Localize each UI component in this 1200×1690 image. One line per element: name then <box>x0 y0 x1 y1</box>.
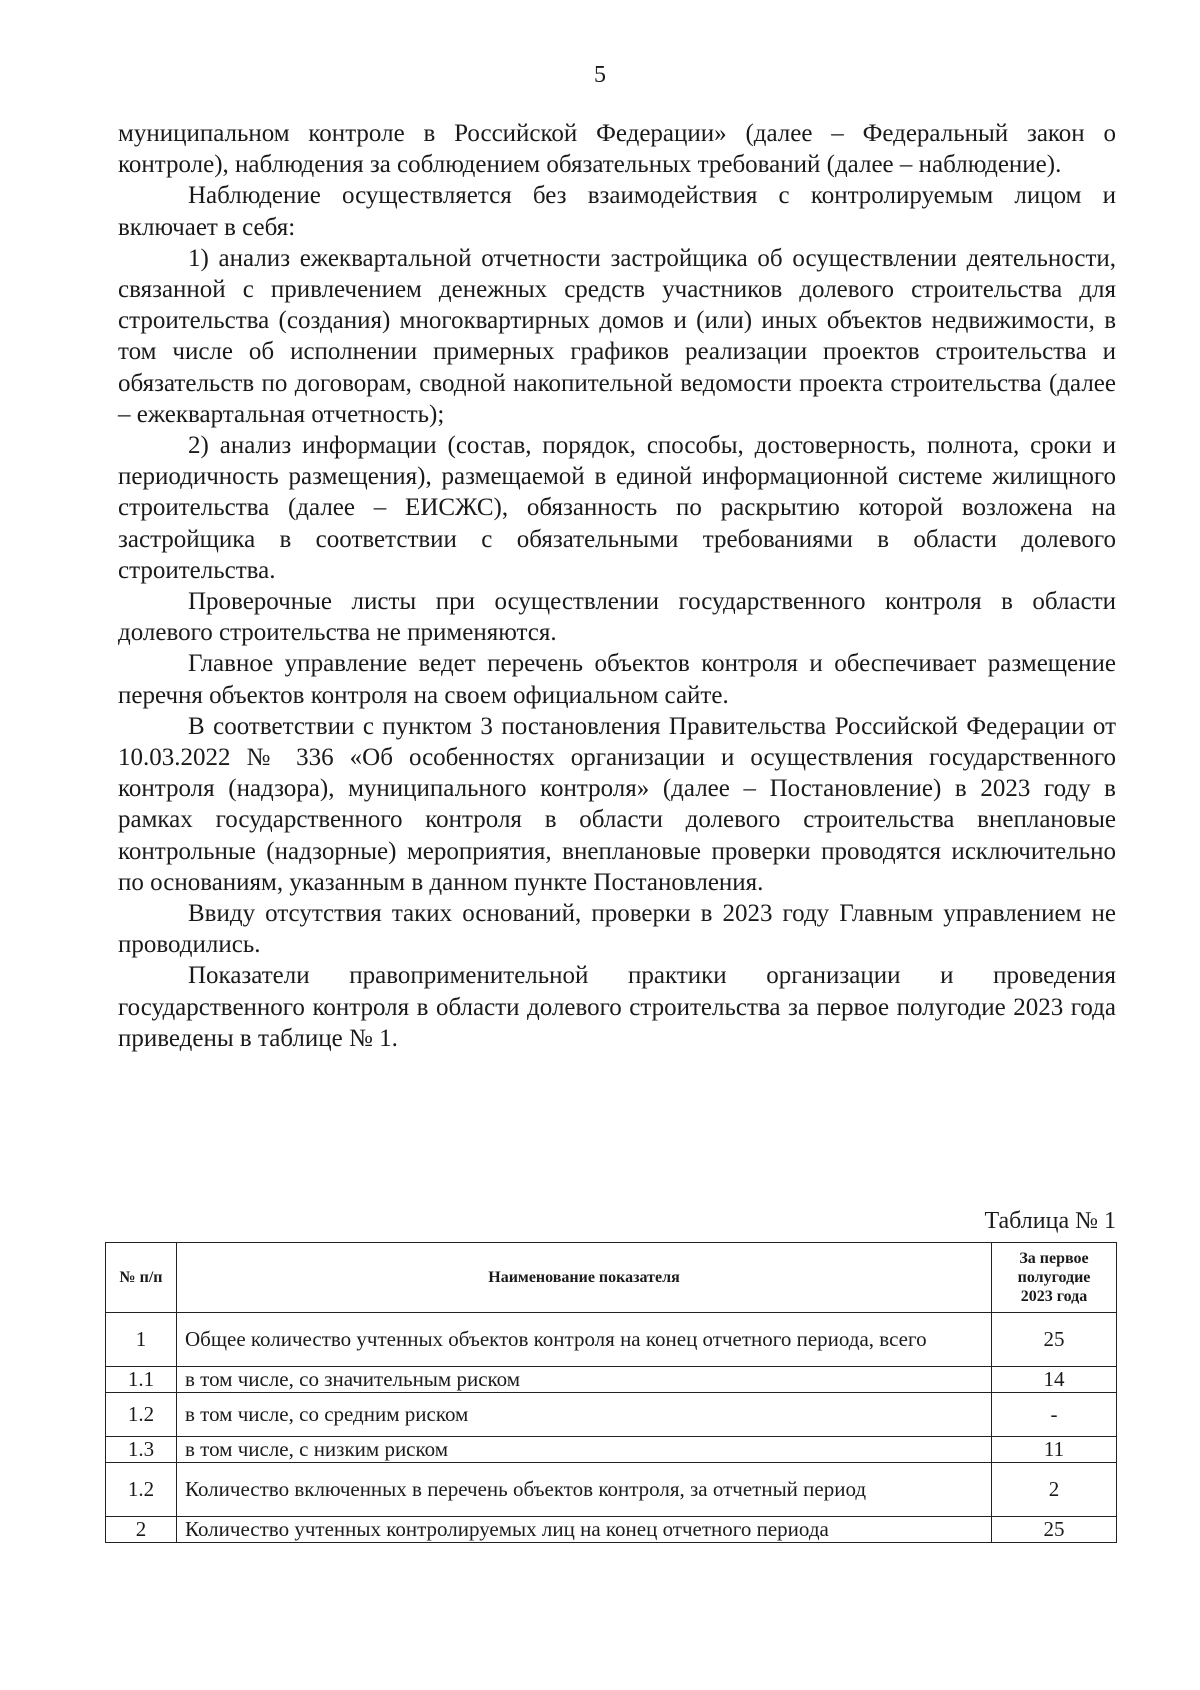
row-indicator-name: Количество учтенных контролируемых лиц на конец отчетного периода <box>177 1517 992 1543</box>
row-number: 1.3 <box>106 1437 177 1463</box>
row-number: 1.2 <box>106 1393 177 1437</box>
row-value: - <box>992 1393 1117 1437</box>
row-number: 2 <box>106 1517 177 1543</box>
row-number: 1.1 <box>106 1367 177 1393</box>
indicators-table <box>105 1242 1117 1543</box>
header-indicator-name: Наименование показателя <box>177 1243 992 1313</box>
paragraph: Показатели правоприменительной практики организации и проведения государственного контроля в области долевого строительства за первое полугодие 2023 года приведены в таблице № 1. <box>118 962 1116 1052</box>
table-row <box>106 1393 1117 1437</box>
table-row <box>106 1367 1117 1393</box>
page-number: 5 <box>594 62 606 88</box>
header-value: За первое полугодие 2023 года <box>992 1243 1117 1313</box>
paragraph: В соответствии с пунктом 3 постановления Правительства Российской Федерации от 10.03.2022 № 336 «Об особенностях организации и осуществления государственного контроля (надзора), муниципального контроля» (далее – Постановление) в 2023 году в рамках государственного контроля в области долевого строительства внеплановые контрольные (надзорные) мероприятия, внеплановые проверки проводятся исключительно по основаниям, указанным в данном пункте Постановления. <box>118 712 1116 896</box>
table-row <box>106 1313 1117 1367</box>
row-indicator-name: в том числе, с низким риском <box>177 1437 992 1463</box>
table-row <box>106 1517 1117 1543</box>
table-row <box>106 1437 1117 1463</box>
row-value: 2 <box>992 1463 1117 1517</box>
row-value: 11 <box>992 1437 1117 1463</box>
row-indicator-name: в том числе, со значительным риском <box>177 1367 992 1393</box>
row-indicator-name: в том числе, со средним риском <box>177 1393 992 1437</box>
header-number: № п/п <box>106 1243 177 1313</box>
paragraph: Главное управление ведет перечень объектов контроля и обеспечивает размещение перечня объектов контроля на своем официальном сайте. <box>118 650 1116 709</box>
table-row <box>106 1463 1117 1517</box>
row-value: 25 <box>992 1517 1117 1543</box>
row-number: 1.2 <box>106 1463 177 1517</box>
row-indicator-name: Количество включенных в перечень объектов контроля, за отчетный период <box>177 1463 992 1517</box>
paragraph: Наблюдение осуществляется без взаимодействия с контролируемым лицом и включает в себя: <box>118 182 1116 241</box>
paragraph: Ввиду отсутствия таких оснований, проверки в 2023 году Главным управлением не проводились. <box>118 900 1116 959</box>
paragraph: 2) анализ информации (состав, порядок, способы, достоверность, полнота, сроки и периодичность размещения), размещаемой в единой информационной системе жилищного строительства (далее – ЕИСЖС), обязанность по раскрытию которой возложена на застройщика в соответствии с обязательными требованиями в области долевого строительства. <box>118 432 1116 584</box>
paragraph: муниципальном контроле в Российской Федерации» (далее – Федеральный закон о контроле), наблюдения за соблюдением обязательных требований (далее – наблюдение). <box>118 120 1116 179</box>
paragraph: Проверочные листы при осуществлении государственного контроля в области долевого строительства не применяются. <box>118 588 1116 647</box>
table-header-row <box>106 1243 1117 1313</box>
row-value: 25 <box>992 1313 1117 1367</box>
table-caption: Таблица № 1 <box>984 1208 1116 1234</box>
row-indicator-name: Общее количество учтенных объектов контроля на конец отчетного периода, всего <box>177 1313 992 1367</box>
row-number: 1 <box>106 1313 177 1367</box>
document-body <box>118 118 1116 1054</box>
row-value: 14 <box>992 1367 1117 1393</box>
paragraph: 1) анализ ежеквартальной отчетности застройщика об осуществлении деятельности, связанной с привлечением денежных средств участников долевого строительства для строительства (создания) многоквартирных домов и (или) иных объектов недвижимости, в том числе об исполнении примерных графиков реализации проектов строительства и обязательств по договорам, сводной накопительной ведомости проекта строительства (далее – ежеквартальная отчетность); <box>118 244 1116 428</box>
